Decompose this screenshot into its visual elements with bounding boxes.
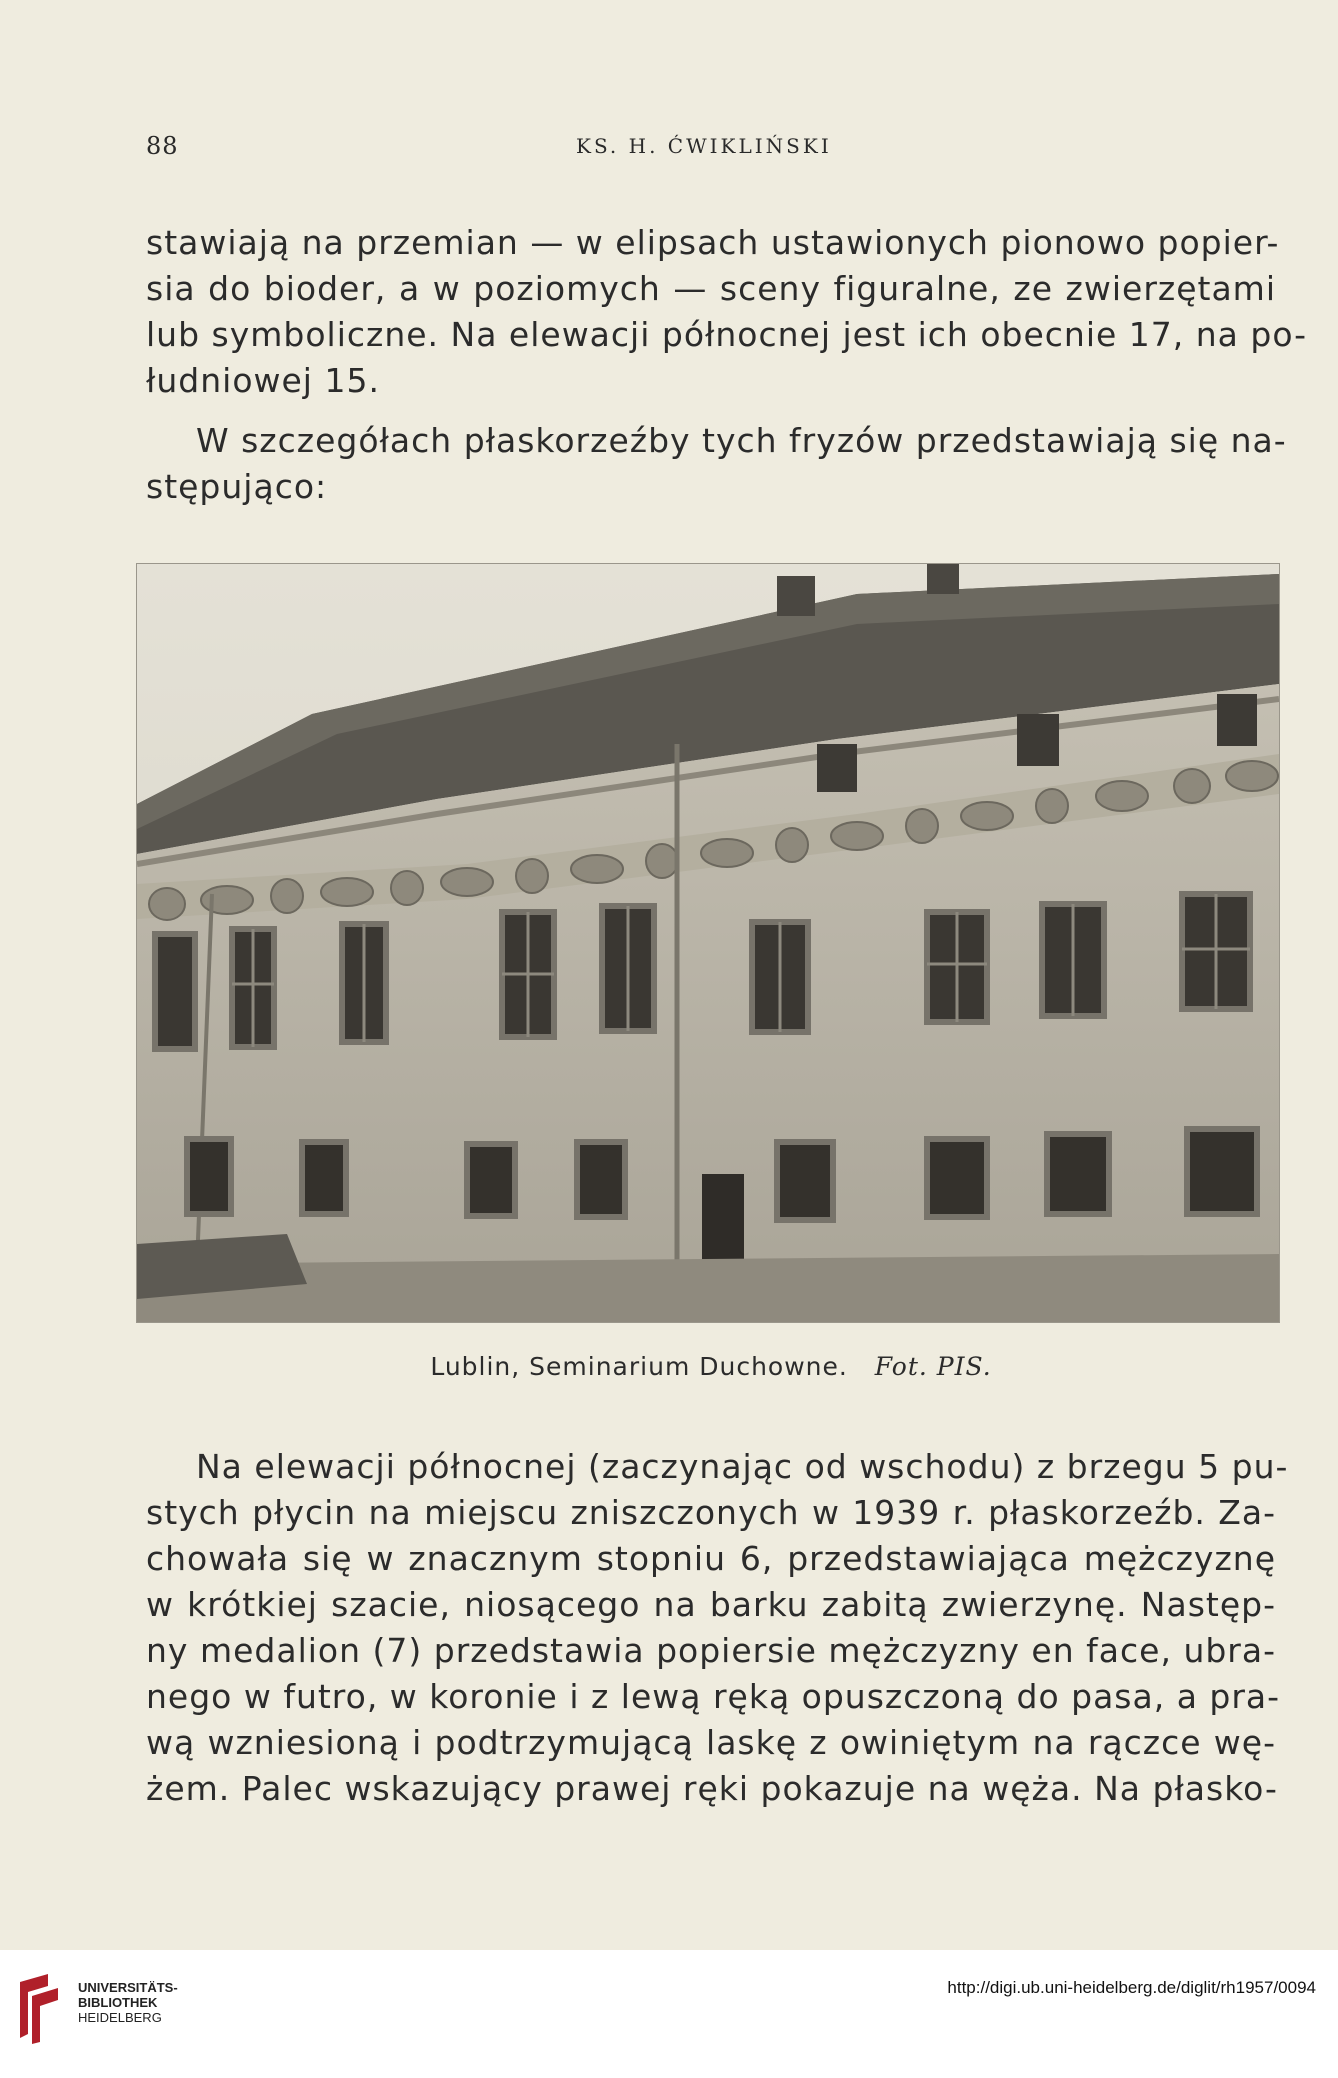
text-line: w krótkiej szacie, niosącego na barku zabitą zwierzynę. Następ-	[146, 1585, 1276, 1624]
text-line: ny medalion (7) przedstawia popiersie mężczyzny en face, ubra-	[146, 1631, 1276, 1670]
figure-caption	[146, 1352, 1276, 1381]
text-line: chowała się w znacznym stopniu 6, przedstawiająca mężczyznę	[146, 1539, 1276, 1578]
page-header	[146, 128, 1276, 168]
paragraph-2	[146, 418, 1287, 510]
text-line: łudniowej 15.	[146, 361, 380, 400]
source-url-link[interactable]: http://digi.ub.uni-heidelberg.de/diglit/rh1957/0094	[947, 1978, 1316, 1997]
digitization-footer	[0, 1950, 1338, 2078]
text-line: stych płycin na miejscu zniszczonych w 1939 r. płaskorzeźb. Za-	[146, 1493, 1276, 1532]
library-logo-icon	[14, 1972, 64, 2044]
text-line: W szczegółach płaskorzeźby tych fryzów przedstawiają się na-	[196, 421, 1287, 460]
text-line: stawiają na przemian — w elipsach ustawionych pionowo popier-	[146, 223, 1280, 262]
page-number: 88	[146, 132, 179, 160]
building-photograph	[136, 563, 1280, 1323]
paragraph-1	[146, 220, 1308, 404]
seminary-building-image	[137, 564, 1279, 1322]
text-line: stępująco:	[146, 467, 328, 506]
text-line: Na elewacji północnej (zaczynając od wschodu) z brzegu 5 pu-	[196, 1447, 1289, 1486]
photo-credit: Fot. PIS.	[874, 1352, 992, 1381]
paragraph-3	[146, 1444, 1289, 1812]
running-title: KS. H. ĆWIKLIŃSKI	[576, 134, 832, 158]
text-line: żem. Palec wskazujący prawej ręki pokazuje na węża. Na płasko-	[146, 1769, 1278, 1808]
library-name: UNIVERSITÄTS- BIBLIOTHEK HEIDELBERG	[78, 1980, 178, 2025]
text-line: wą wzniesioną i podtrzymującą laskę z owiniętym na rączce wę-	[146, 1723, 1276, 1762]
text-line: nego w futro, w koronie i z lewą ręką opuszczoną do pasa, a pra-	[146, 1677, 1281, 1716]
caption-text: Lublin, Seminarium Duchowne.	[430, 1352, 848, 1381]
text-line: lub symboliczne. Na elewacji północnej jest ich obecnie 17, na po-	[146, 315, 1308, 354]
text-line: sia do bioder, a w poziomych — sceny figuralne, ze zwierzętami	[146, 269, 1276, 308]
